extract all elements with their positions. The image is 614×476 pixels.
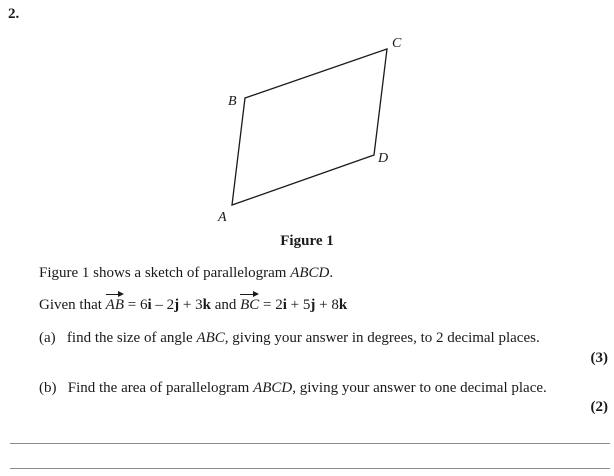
figure-caption: Figure 1: [280, 233, 334, 249]
vector-bc-value: 2i + 5j + 8k: [275, 297, 348, 313]
part-a: [39, 330, 540, 347]
answer-line-2: [10, 468, 610, 469]
given-line: [39, 297, 347, 314]
equals-sign: =: [123, 297, 140, 313]
vertex-label-a: A: [218, 210, 227, 225]
vertex-label-d: D: [378, 151, 389, 166]
part-b-marks: (2): [590, 399, 608, 415]
vertex-label-b: B: [228, 94, 237, 109]
part-a-marks: (3): [590, 350, 608, 366]
part-a-label: (a): [39, 330, 56, 346]
part-b: [39, 380, 547, 397]
vector-ab-value: 6i – 2j + 3k: [139, 297, 211, 313]
intro-text: Figure 1 shows a sketch of parallelogram ABCD.: [39, 265, 334, 281]
part-b-label: (b): [39, 380, 57, 396]
vector-ab: AB: [105, 297, 124, 313]
part-b-text: Find the area of parallelogram ABCD, giving your answer to one decimal place.: [67, 380, 547, 396]
question-number: 2.: [8, 6, 20, 22]
vertex-label-c: C: [392, 36, 402, 51]
intro-line: [39, 265, 333, 282]
answer-line-1: [10, 443, 610, 444]
vector-bc: BC: [240, 297, 260, 313]
part-a-text: find the size of angle ABC, giving your answer in degrees, to 2 decimal places.: [66, 330, 540, 346]
given-prefix: Given that: [39, 297, 102, 313]
equals-sign: =: [259, 297, 276, 313]
and-word: and: [210, 297, 241, 313]
parallelogram-abcd: [232, 49, 387, 205]
